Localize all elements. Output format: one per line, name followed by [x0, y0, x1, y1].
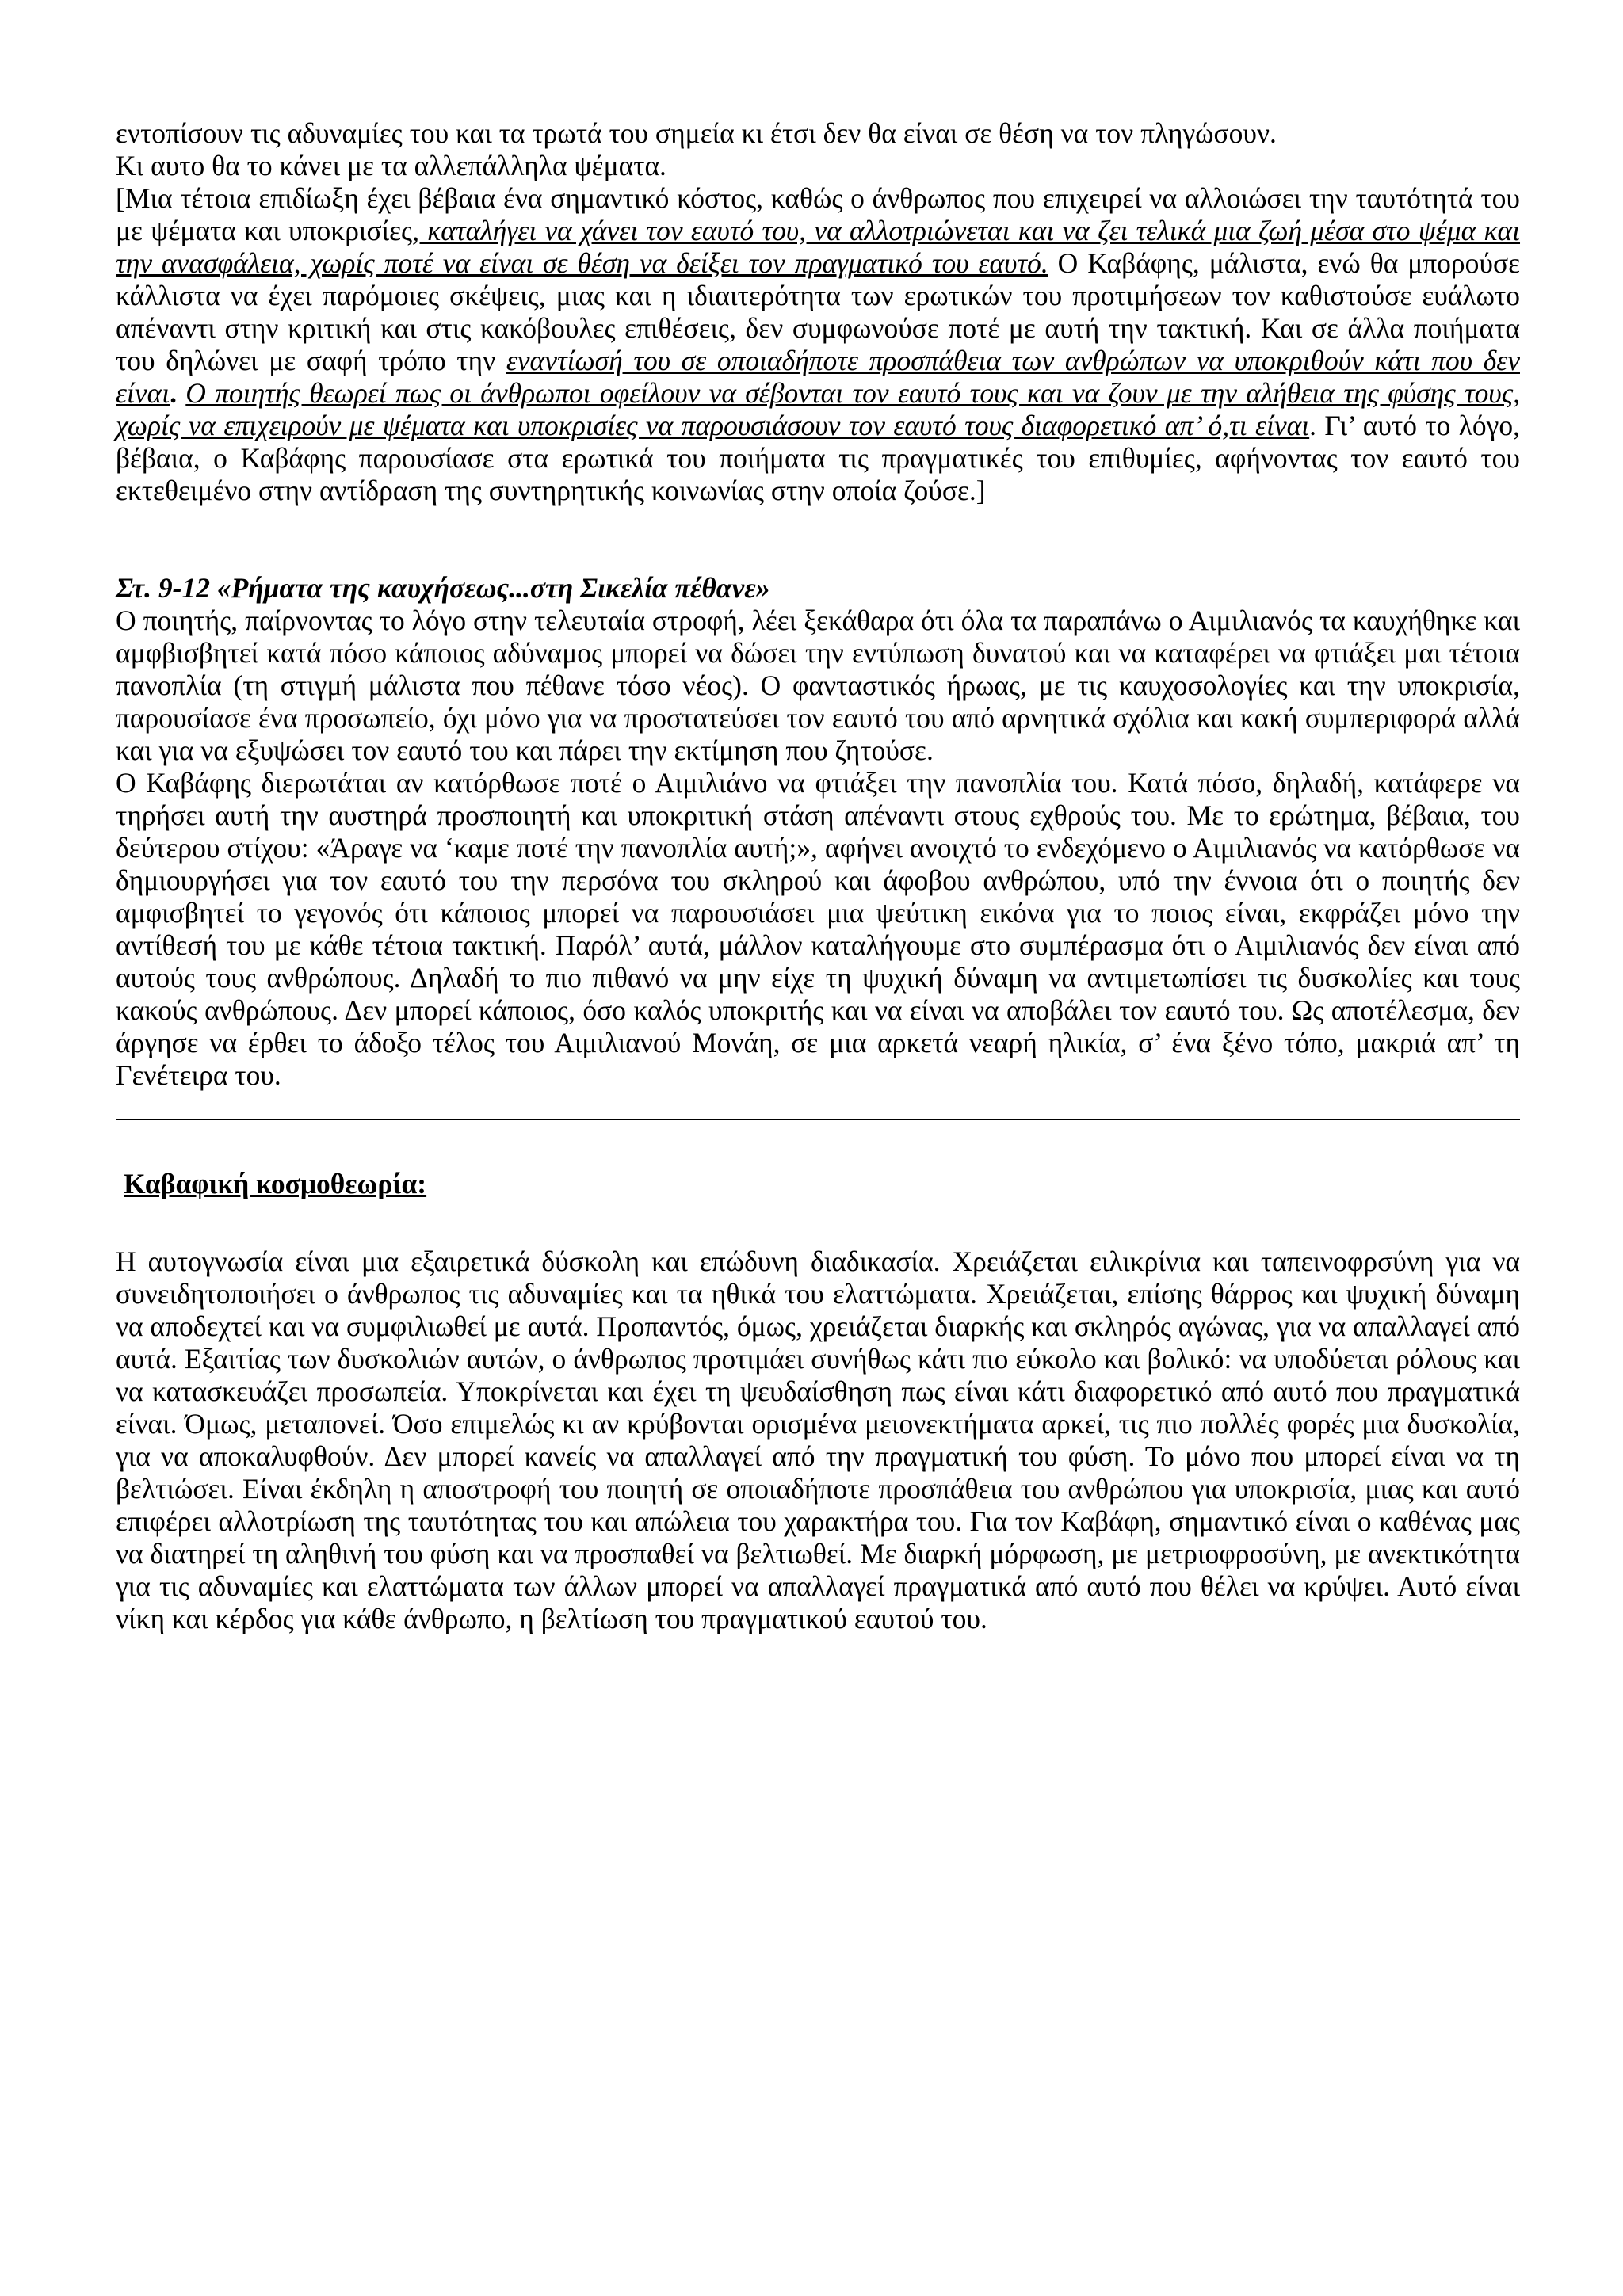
horizontal-rule	[116, 1119, 1520, 1120]
intro-line-1: εντοπίσουν τις αδυναμίες του και τα τρωτά του σημεία κι έτσι δεν θα είναι σε θέση να τον πληγώσουν.	[116, 117, 1277, 149]
spacer	[116, 1200, 1520, 1245]
bracket-underlined-1: , καταλήγει να χάνει τον εαυτό του, να αλλοτριώνεται και να ζει τελικά μια ζωή μέσα στο ψέμα και την ανασφάλεια, χωρίς ποτέ να είναι σε θέση να δείξει τον πραγματικό του εαυτό.	[116, 215, 1521, 279]
bracket-dot: .	[170, 377, 186, 409]
bracket-text-1: [Μια τέτοια επιδίωξη έχει βέβαια ένα σημαντικό κόστος, καθώς ο άνθρωπος που επιχειρεί να αλλοιώσει την ταυτότητά του με ψέματα και υποκρισίες	[116, 182, 1520, 246]
intro-line-2: Κι αυτο θα το κάνει με τα αλλεπάλληλα ψέματα.	[116, 150, 666, 181]
worldview-paragraph: Η αυτογνωσία είναι μια εξαιρετικά δύσκολη και επώδυνη διαδικασία. Χρειάζεται ειλικρίνια και ταπεινοφρσύνη για να συνειδητοποιήσει ο άνθρωπος τις αδυναμίες και τα ηθικά του ελαττώματα. Χρειάζεται, επίσης θάρρος και ψυχική δύναμη να αποδεχτεί και να συμφιλιωθεί με αυτά. Προπαντός, όμως, χρειάζεται διαρκής και σκληρός αγώνας, για να απαλλαγεί από αυτά. Εξαιτίας των δυσκολιών αυτών, ο άνθρωπος προτιμάει συνήθως κάτι πιο εύκολο και βολικό: να υποδύεται ρόλους και να κατασκευάζει προσωπεία. Υποκρίνεται και έχει τη ψευδαίσθηση πως είναι κάτι διαφορετικό από αυτό που πραγματικά είναι. Όμως, μεταπονεί. Όσο επιμελώς κι αν κρύβονται ορισμένα μειονεκτήματα αρκεί, τις πιο πολλές φορές μια δυσκολία, για να αποκαλυφθούν. Δεν μπορεί κανείς να απαλλαγεί από την πραγματική του φύση. Το μόνο που μπορεί είναι να τη βελτιώσει. Είναι έκδηλη η αποστροφή του ποιητή σε οποιαδήποτε προσπάθεια του ανθρώπου για υποκρισία, μιας και αυτό επιφέρει αλλοτρίωση της ταυτότητας του και απώλεια του χαρακτήρα του. Για τον Καβάφη, σημαντικό είναι ο καθένας μας να διατηρεί τη αληθινή του φύση και να προσπαθεί να βελτιωθεί. Με διαρκή μόρφωση, με μετριοφροσύνη, με ανεκτικότητα για τις αδυναμίες και ελαττώματα των άλλων μπορεί να απαλλαγεί πραγματικά από αυτό που θέλει να κρύψει. Αυτό είναι νίκη και κέρδος για κάθε άνθρωπο, η βελτίωση του πραγματικού εαυτού του.	[116, 1245, 1520, 1634]
section-heading-verses: Στ. 9-12 «Ρήματα της καυχήσεως...στη Σικελία πέθανε»	[116, 572, 770, 604]
verses-paragraph-1: Ο ποιητής, παίρνοντας το λόγο στην τελευταία στροφή, λέει ξεκάθαρα ότι όλα τα παραπάνω ο Αιμιλιανός τα καυχήθηκε και αμφβισβητεί κατά πόσο κάποιος αδύναμος μπορεί να δώσει την εντύπωση δυνατού και να καταφέρει να φτιάξει μαι τέτοια πανοπλία (τη στιγμή μάλιστα που πέθανε τόσο νέος). Ο φανταστικός ήρωας, με τις καυχοσολογίες και την υποκρισία, παρουσίασε ένα προσωπείο, όχι μόνο για να προστατεύσει τον εαυτό του από αρνητικά σχόλια και κακή συμπεριφορά αλλά και για να εξυψώσει τον εαυτό του και πάρει την εκτίμηση που ζητούσε.	[116, 605, 1520, 766]
bracket-text-2: Ο Καβάφης, μάλιστα, ενώ θα μπορούσε κάλλιστα να έχει παρόμοιες σκέψεις, μιας και η ιδιαιτερότητα των ερωτικών του προτιμήσεων τον καθιστούσε ευάλωτο απέναντι στην κριτική και στις κακόβουλες επιθέσεις, δεν συμφωνούσε ποτέ με αυτή την τακτική. Και σε άλλα ποιήματα του δηλώνει με σαφή τρόπο την	[116, 247, 1521, 376]
bracket-underlined-2: εναντίωσή του σε οποιαδήποτε προσπάθεια των ανθρώπων να υποκριθούν κάτι που δεν είναι	[116, 345, 1520, 409]
bracket-underlined-3: Ο ποιητής θεωρεί πως οι άνθρωποι οφείλουν να σέβονται τον εαυτό τους και να ζουν με την αλήθεια της φύσης τους, χωρίς να επιχειρούν με ψέματα και υποκρισίες να παρουσιάσουν τον εαυτό τους διαφορετικό απ’ ό,τι είναι	[116, 377, 1521, 441]
spacer	[116, 507, 1520, 572]
verses-paragraph-2: Ο Καβάφης διερωτάται αν κατόρθωσε ποτέ ο Αιμιλιάνο να φτιάξει την πανοπλία του. Κατά πόσο, δηλαδή, κατάφερε να τηρήσει αυτή την αυστηρά προσποιητή και υποκριτική στάση απέναντι στους εχθρούς του. Με το ερώτημα, βέβαια, του δεύτερου στίχου: «Άραγε να ‘καμε ποτέ την πανοπλία αυτή;», αφήνει ανοιχτό το ενδεχόμενο ο Αιμιλιανός να κατόρθωσε να δημιουργήσει για τον εαυτό του την περσόνα του σκληρού και άφοβου ανθρώπου, υπό την έννοια ότι ο ποιητής δεν αμφισβητεί το γεγονός ότι κάποιος μπορεί να παρουσιάσει μια ψεύτικη εικόνα για το ποιος είναι, εκφράζει μόνο την αντίθεσή του με κάθε τέτοια τακτική. Παρόλ’ αυτά, μάλλον καταλήγουμε στο συμπέρασμα ότι ο Αιμιλιανός δεν είναι από αυτούς τους ανθρώπους. Δηλαδή το πιο πιθανό να μην είχε τη ψυχική δύναμη να αντιμετωπίσει τις δυσκολίες και τους κακούς ανθρώπους. Δεν μπορεί κάποιος, όσο καλός υποκριτής και να είναι να αποβάλει τον εαυτό του. Ως αποτέλεσμα, δεν άργησε να έρθει το άδοξο τέλος του Αιμιλιανού Μονάη, σε μια αρκετά νεαρή ηλικία, σ’ ένα ξένο τόπο, μακριά απ’ τη Γενέτειρα του.	[116, 767, 1520, 1091]
section-title-worldview: Καβαφική κοσμοθεωρία:	[124, 1168, 427, 1199]
intro-paragraph	[116, 117, 1520, 182]
bracket-paragraph	[116, 182, 1520, 507]
bracket-text-3: . Γι’ αυτό το λόγο, βέβαια, ο Καβάφης παρουσίασε στα ερωτικά του ποιήματα τις πραγματικές του επιθυμίες, αφήνοντας τον εαυτό του εκτεθειμένο στην αντίδραση της συντηρητικής κοινωνίας στην οποία ζούσε.]	[116, 410, 1520, 506]
